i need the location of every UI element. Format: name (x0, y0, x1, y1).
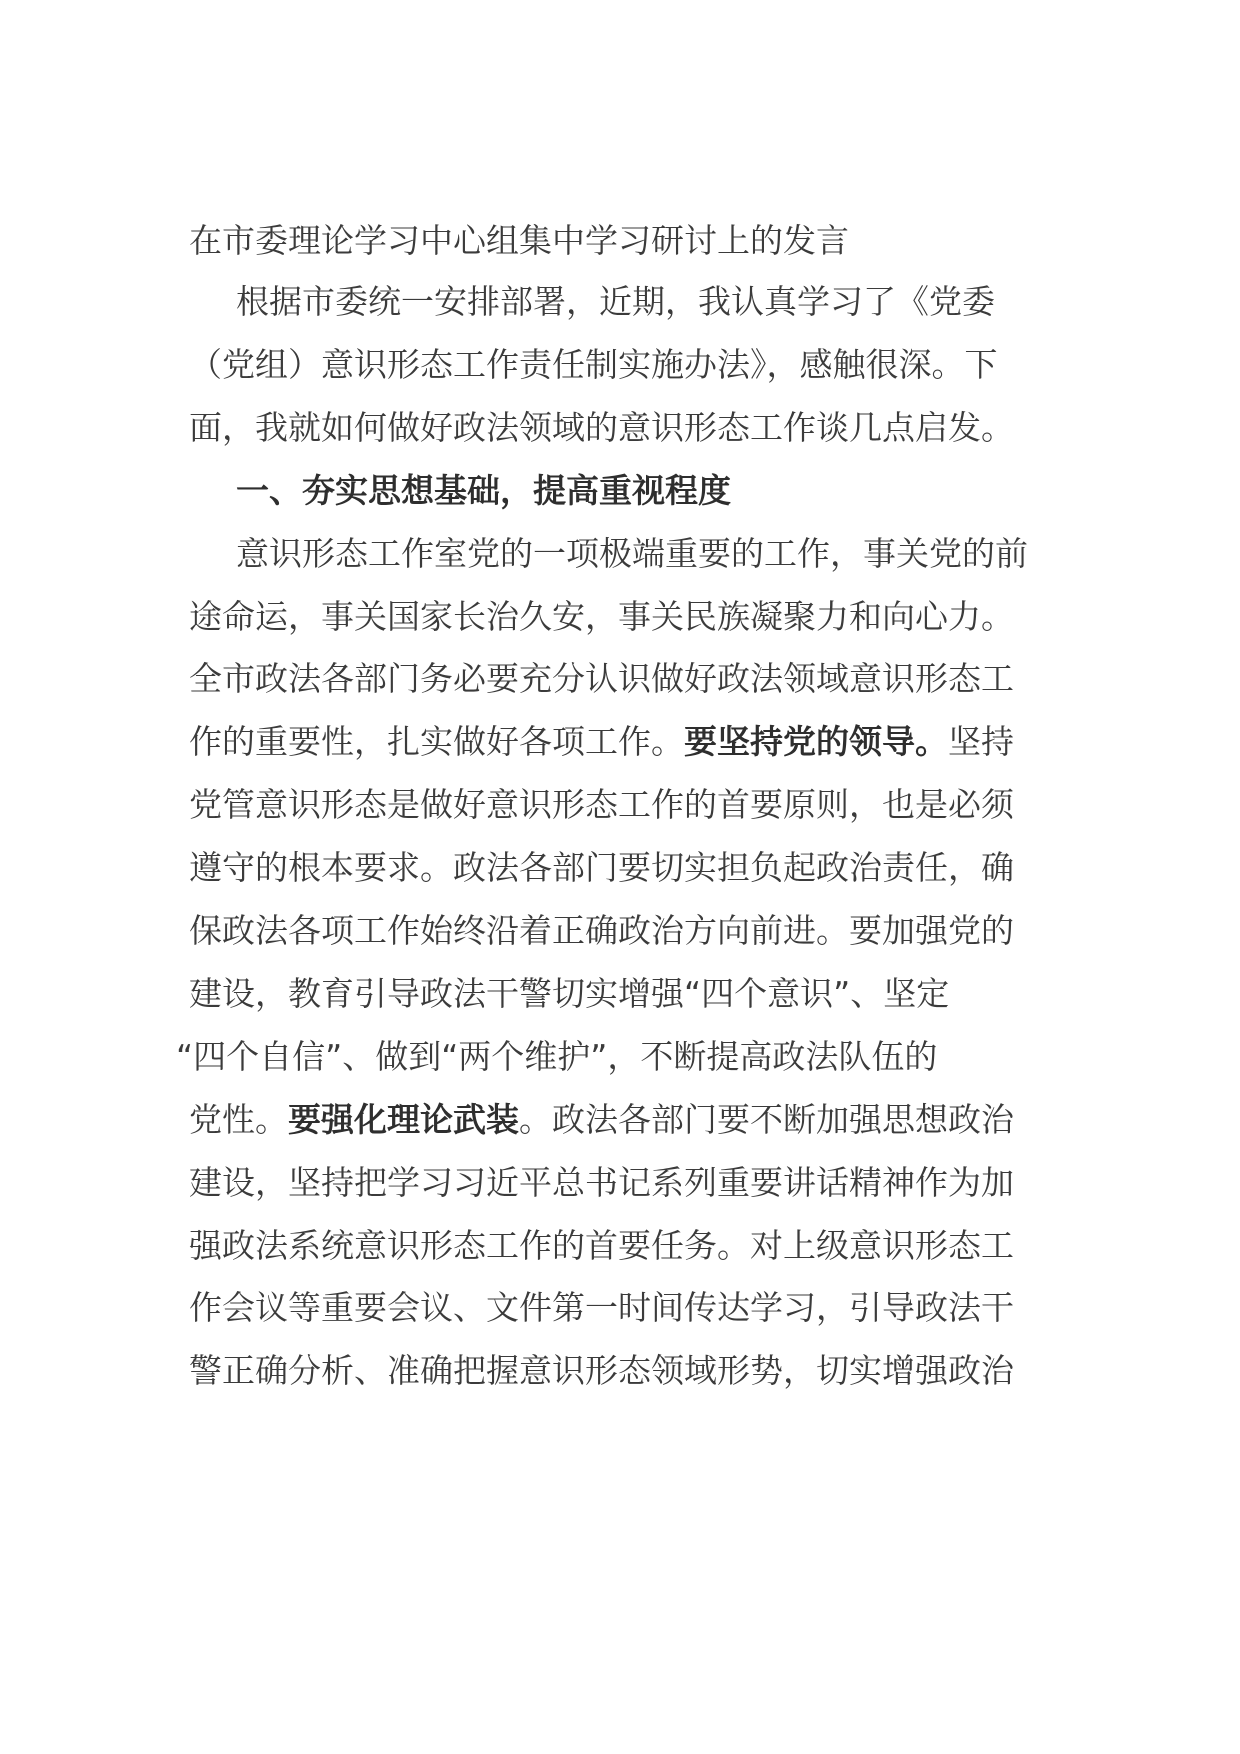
body-line (189, 1285, 1014, 1331)
body-line (176, 1034, 937, 1080)
text-segment: 意识形态工作室党的一项极端重要的工作，事关党的前 (236, 534, 1028, 573)
text-segment: （党组）意识形态工作责任制实施办法》，感触很深。下 (189, 345, 998, 384)
body-line (236, 531, 1028, 577)
body-line (189, 971, 949, 1017)
bold-text-segment: 要坚持党的领导。 (684, 722, 948, 761)
text-segment: 作的重要性，扎实做好各项工作。 (189, 722, 684, 761)
body-line (189, 405, 1014, 451)
text-segment: 遵守的根本要求。政法各部门要切实担负起政治责任，确 (189, 848, 1014, 887)
body-line (189, 845, 1014, 891)
body-line (236, 468, 731, 514)
text-segment: 保政法各项工作始终沿着正确政治方向前进。要加强党的 (189, 911, 1014, 950)
text-segment: 警正确分析、准确把握意识形态领域形势，切实增强政治 (189, 1351, 1014, 1390)
body-line (189, 594, 1014, 640)
body-line (189, 782, 1014, 828)
text-segment: 坚持 (948, 722, 1014, 761)
text-segment: 根据市委统一安排部署，近期，我认真学习了《党委 (236, 282, 995, 321)
text-segment: 强政法系统意识形态工作的首要任务。对上级意识形态工 (189, 1226, 1014, 1265)
body-line (236, 279, 995, 325)
document-title: 在市委理论学习中心组集中学习研讨上的发言 (189, 221, 849, 260)
text-segment: “四个自信”、做到“两个维护”，不断提高政法队伍的 (176, 1037, 938, 1076)
text-segment: 全市政法各部门务必要充分认识做好政法领域意识形态工 (189, 659, 1014, 698)
text-segment: 途命运，事关国家长治久安，事关民族凝聚力和向心力。 (189, 597, 1014, 636)
body-line (189, 342, 998, 388)
text-segment: 党性。 (189, 1100, 288, 1139)
bold-text-segment: 要强化理论武装 (288, 1100, 519, 1139)
body-line (189, 719, 1014, 765)
text-segment: 作会议等重要会议、文件第一时间传达学习，引导政法干 (189, 1288, 1014, 1327)
body-line (189, 1160, 1014, 1206)
text-segment: 面，我就如何做好政法领域的意识形态工作谈几点启发。 (189, 408, 1014, 447)
text-segment: 建设，教育引导政法干警切实增强“四个意识”、坚定 (189, 974, 950, 1013)
bold-text-segment: 一、夯实思想基础，提高重视程度 (236, 471, 731, 510)
body-line (189, 908, 1014, 954)
text-segment: 建设，坚持把学习习近平总书记系列重要讲话精神作为加 (189, 1163, 1014, 1202)
text-segment: 党管意识形态是做好意识形态工作的首要原则，也是必须 (189, 785, 1014, 824)
text-segment: 。政法各部门要不断加强思想政治 (519, 1100, 1014, 1139)
body-line (189, 1348, 1014, 1394)
body-line (189, 656, 1014, 702)
body-line (189, 1097, 1014, 1143)
body-line (189, 1223, 1014, 1269)
